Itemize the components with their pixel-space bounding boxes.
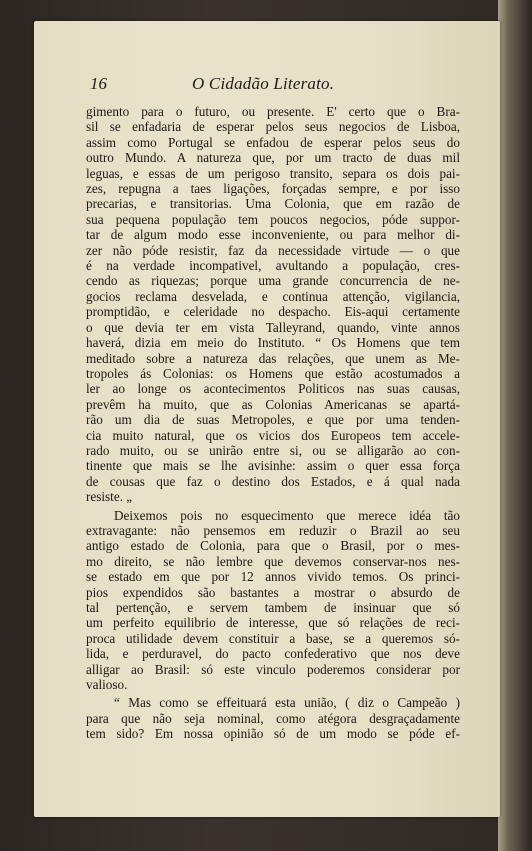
text-line: proca utilidade devem constituir a base, se a queremos só- [86,630,460,646]
text-line: precarias, e transitorias. Uma Colonia, que em razão de [86,196,460,212]
text-line: tal pertenção, e servem tambem de insinuar que só [86,600,460,615]
text-line: o que devia ter em vista Talleyrand, quando, vinte annos [86,319,460,335]
text-line: rão um dia de suas Metropoles, e que por uma tenden- [86,412,460,428]
text-line: cendo as riquezas; porque uma grande concurrencia de ne- [86,273,460,289]
text-line: prevêm ha muito, que as Colonias Americanas se apartá- [86,396,460,412]
text-line: rado muito, ou se unirão entre si, ou se alligarão ao con- [86,442,460,458]
text-line: cia muito natural, que os vicios dos Europeos tem accele- [86,427,460,443]
text-line: tar de algum modo esse inconveniente, ou para melhor di- [86,227,460,243]
paragraph-1 [86,104,460,505]
text-line: zes, repugna a taes ligações, forçadas sempre, e por isso [86,181,460,197]
text-line: tem sido? Em nossa opinião só de um modo se póde ef- [86,726,460,742]
text-line: para que não seja nominal, como atégora desgraçadamente [86,710,460,726]
text-line: um perfeito equilibrio de interesse, que só relações de reci- [86,615,460,631]
running-title: O Cidadão Literato. [192,74,335,93]
text-line: haverá, dizia em meio do Instituto. “ Os Homens que tem [86,335,460,351]
text-line: leguas, e essas de um perigoso transito, separa os dois pai- [86,165,460,181]
text-line: lida, e perduravel, do pacto confederativo que nos deve [86,646,460,662]
text-line: outro Mundo. A natureza que, por um tracto de duas mil [86,150,460,166]
text-line: resiste. „ [86,489,133,505]
body-text [86,104,460,742]
text-line: “ Mas como se effeituará esta união, ( diz o Campeão ) [114,695,460,711]
text-line: mo direito, se não lembre que devemos conservar-nos nes- [86,553,460,569]
page-header [82,74,462,98]
text-line: zer não póde resistir, faz da necessidade virtude — o que [86,242,460,258]
text-line: extravagante: não pensemos em reduzir o Brazil ao seu [86,522,460,538]
text-line: meditado sobre a natureza das relações, que unem as Me- [86,350,460,366]
text-line: Deixemos pois no esquecimento que merece idéa tão [114,507,460,523]
text-line: é na verdade incompativel, avultando a população, cres- [86,258,460,274]
next-page-edge [498,0,532,851]
text-line: gimento para o futuro, ou presente. E' certo que o Bra- [86,104,460,119]
paragraph-2 [86,508,460,693]
text-line: antigo estado de Colonia, para que o Brasil, por o mes- [86,538,460,554]
text-line: ler ao longe os acontecimentos Politicos nas suas causas, [86,381,460,397]
text-line: alligar ao Brasil: só este vinculo poderemos considerar por [86,661,460,677]
text-line: valioso. [86,677,128,693]
text-line: assim como Portugal se enfadou de esperar pelos seus do [86,134,460,150]
text-line: de cousas que faz o destino dos Estados, e á qual nada [86,473,460,489]
text-line: pios expendidos são bastantes a mostrar o absurdo de [86,584,460,600]
text-line: promptidão, e celeridade no despacho. Eis-aqui certamente [86,304,460,320]
text-line: sua pequena população tem poucos negocios, póde suppor- [86,211,460,227]
paragraph-3 [86,695,460,741]
text-line: se estado em que por 12 annos vivido temos. Os princi- [86,569,460,585]
text-line: gocios reclama desvelada, e continua attenção, vigilancia, [86,288,460,304]
text-line: tinente que mais se lhe avisinhe: assim o quer essa força [86,458,460,474]
text-line: tropoles ás Colonias: os Homens que estão acostumados a [86,365,460,381]
text-line: sil se enfadaria de esperar pelos seus negocios de Lisboa, [86,119,460,135]
page-number: 16 [90,74,107,93]
